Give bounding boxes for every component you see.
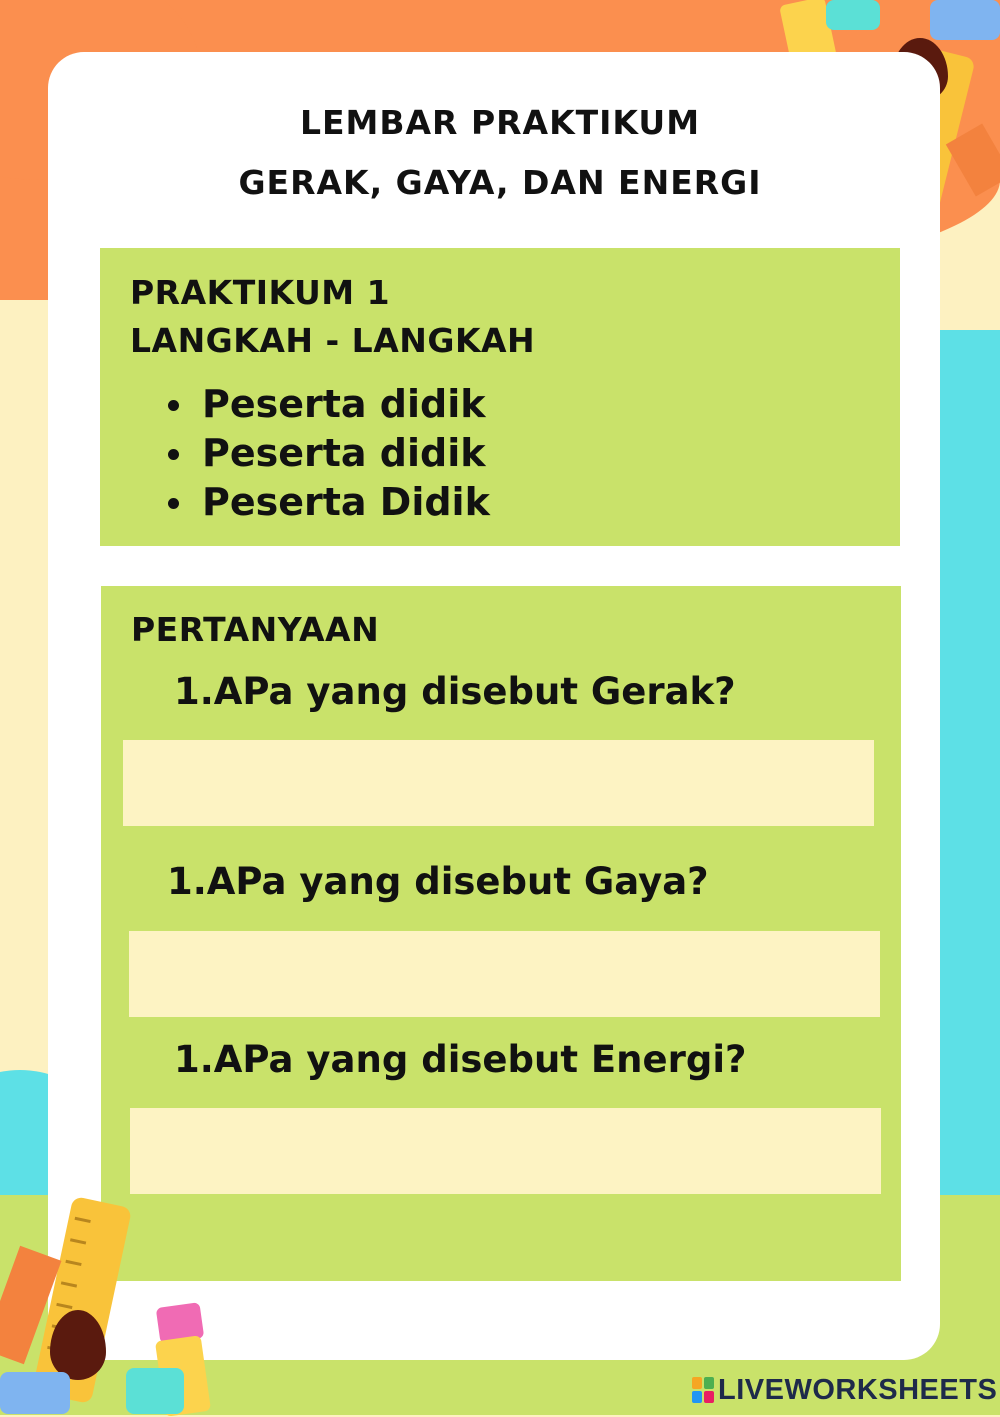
questions-heading: PERTANYAAN [131,610,380,649]
list-item: Peserta didik [166,429,490,478]
answer-field-energi[interactable] [130,1108,881,1194]
list-item: Peserta Didik [166,478,490,527]
answer-field-gaya[interactable] [129,931,880,1017]
question-gaya: 1.APa yang disebut Gaya? [167,860,709,903]
page-title-line1: LEMBAR PRAKTIKUM [299,103,701,142]
sharpener-icon [826,0,880,30]
blue-box-icon [0,1372,70,1414]
blue-box-icon [930,0,1000,40]
liveworksheets-logo[interactable] [692,1372,997,1408]
bullet-icon [168,498,179,509]
sharpener-icon [126,1368,184,1414]
question-energi: 1.APa yang disebut Energi? [174,1038,747,1081]
list-item: Peserta didik [166,380,490,429]
bullet-icon [168,449,179,460]
praktikum-heading: PRAKTIKUM 1 [130,273,391,312]
brand-name: LIVEWORKSHEETS [718,1373,998,1406]
langkah-heading: LANGKAH - LANGKAH [130,321,536,360]
bullet-icon [168,400,179,411]
page-title-line2: GERAK, GAYA, DAN ENERGI [238,163,762,202]
liveworksheets-logo-icon [692,1377,714,1403]
answer-field-gerak[interactable] [123,740,874,826]
question-gerak: 1.APa yang disebut Gerak? [174,670,736,713]
steps-list [166,380,490,527]
